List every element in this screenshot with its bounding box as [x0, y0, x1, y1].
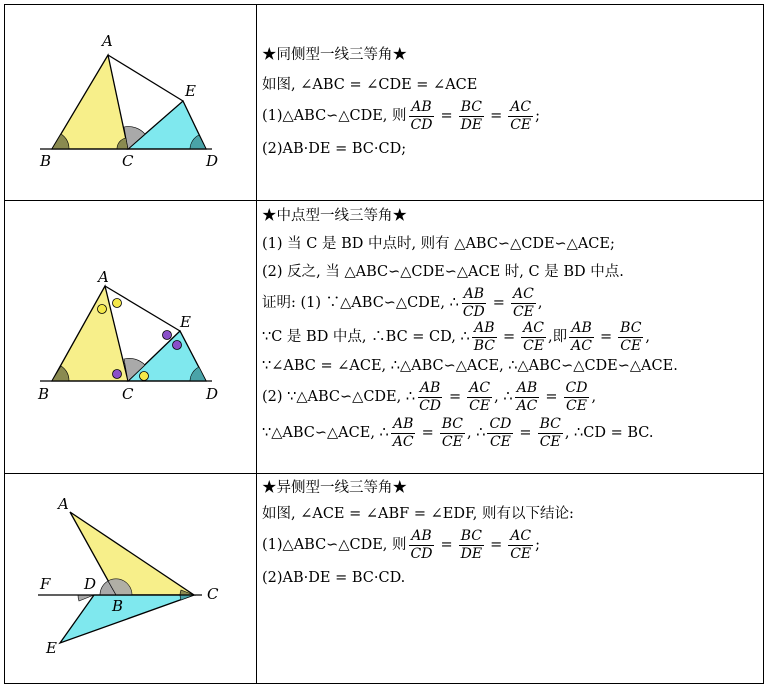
- label-c: C: [122, 385, 134, 403]
- fraction: $\frac{AC}{CE}$: [510, 99, 532, 133]
- row-divider-1: [5, 200, 763, 201]
- section1-line2-prefix: (1)△ABC∽△CDE, 则: [262, 107, 407, 124]
- label-a: A: [98, 268, 109, 286]
- label-c: C: [122, 152, 134, 170]
- label-a: A: [102, 32, 113, 50]
- label-c: C: [207, 585, 219, 603]
- label-e: E: [46, 639, 57, 657]
- section1-title: ★同侧型一线三等角★: [262, 47, 407, 63]
- section2-line6: (2) ∵△ABC∽△CDE, ∴ $\frac{AB}{CD}$ = $\frac{AC}{CE}$ , ∴ $\frac{AB}{AC}$ = $\frac{CD}{CE}$ ,: [262, 380, 597, 414]
- fraction: $\frac{BC}{DE}$: [460, 99, 483, 133]
- column-divider: [256, 5, 257, 683]
- label-b: B: [112, 597, 124, 615]
- section2-line5: ∵∠ABC = ∠ACE, ∴△ABC∽△ACE, ∴△ABC∽△CDE∽△ACE.: [262, 358, 678, 374]
- figure-opposite-side: [30, 495, 240, 665]
- section2-line1: (1) 当 C 是 BD 中点时, 则有 △ABC∽△CDE∽△ACE;: [262, 236, 615, 252]
- figure-same-side: [30, 28, 230, 178]
- label-e: E: [180, 313, 191, 331]
- section2-line2: (2) 反之, 当 △ABC∽△CDE∽△ACE 时, C 是 BD 中点.: [262, 264, 624, 280]
- section3-line1: 如图, ∠ACE = ∠ABF = ∠EDF, 则有以下结论:: [262, 506, 574, 522]
- label-d: D: [84, 575, 97, 593]
- section1-line3: (2)AB·DE = BC·CD;: [262, 141, 407, 157]
- section3-line2: (1)△ABC∽△CDE, 则 $\frac{AB}{CD}$ = $\frac{BC}{DE}$ = $\frac{AC}{CE}$ ;: [262, 528, 541, 562]
- fraction: $\frac{AB}{CD}$: [410, 99, 433, 133]
- label-e: E: [185, 82, 196, 100]
- row-divider-2: [5, 473, 763, 474]
- label-b: B: [40, 152, 52, 170]
- figure-midpoint: [30, 265, 230, 415]
- label-d: D: [206, 385, 219, 403]
- section3-title: ★异侧型一线三等角★: [262, 480, 407, 496]
- section2-line4: ∵C 是 BD 中点, ∴BC = CD, ∴ $\frac{AB}{BC}$ = $\frac{AC}{CE}$ ,即 $\frac{AB}{AC}$ = $\frac{BC}{CE}$ ,: [262, 320, 651, 354]
- section1-line1: 如图, ∠ABC = ∠CDE = ∠ACE: [262, 77, 478, 93]
- section3-line3: (2)AB·DE = BC·CD.: [262, 570, 406, 586]
- label-f: F: [40, 575, 51, 593]
- section2-title: ★中点型一线三等角★: [262, 208, 407, 224]
- section1-line2: (1)△ABC∽△CDE, 则 $\frac{AB}{CD}$ = $\frac{BC}{DE}$ = $\frac{AC}{CE}$ ;: [262, 99, 541, 133]
- section2-line7: ∵△ABC∽△ACE, ∴ $\frac{AB}{AC}$ = $\frac{BC}{CE}$ , ∴ $\frac{CD}{CE}$ = $\frac{BC}{CE}$ , ∴CD = BC.: [262, 416, 654, 450]
- label-a: A: [58, 495, 69, 513]
- label-b: B: [38, 385, 50, 403]
- section2-line3: 证明: (1) ∵△ABC∽△CDE, ∴ $\frac{AB}{CD}$ = $\frac{AC}{CE}$ ,: [262, 286, 543, 320]
- label-d: D: [206, 152, 219, 170]
